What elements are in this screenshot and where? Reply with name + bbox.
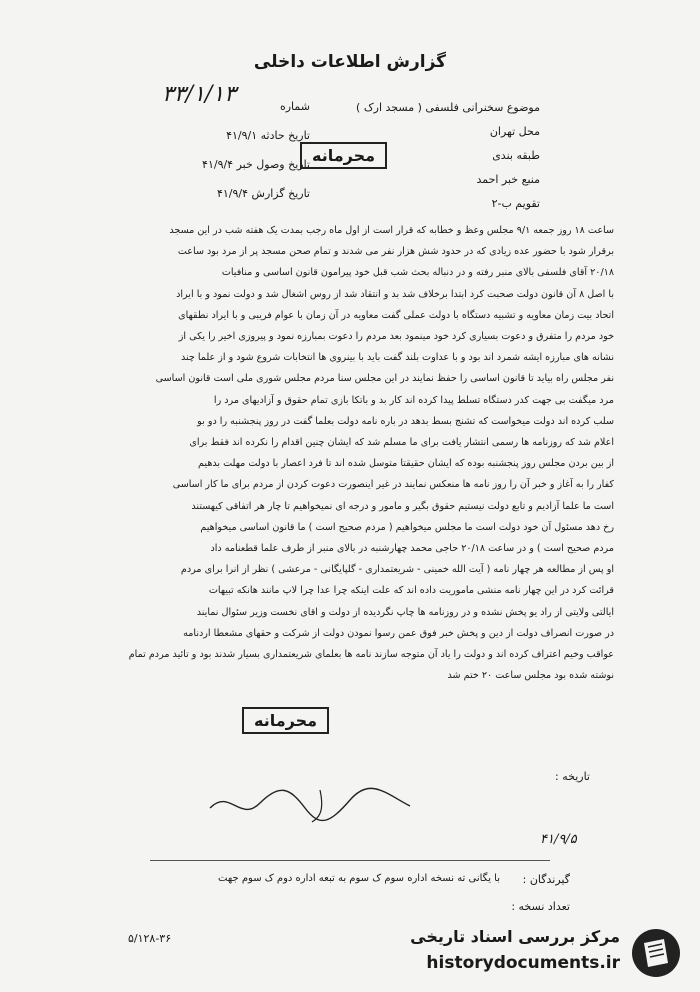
report-date: تاریخ گزارش ۴۱/۹/۴	[216, 187, 310, 200]
signature-image	[200, 778, 420, 828]
body-line: رخ دهد مسئول آن خود دولت است ما مجلس میخواهیم ( مردم صحیح است ) ما قانون اساسی میخواهیم	[200, 521, 614, 533]
body-line: سلب کرده اند دولت میخواست که تشنج بسط بدهد در باره نامه دولت بعلما گفت در روز پنجشنبه را دو بو	[197, 415, 614, 427]
evaluation-line: تقویم ب-۲	[491, 197, 540, 210]
body-line: نوشته شده بود مجلس ساعت ۲۰ ختم شد	[447, 670, 614, 682]
confidential-stamp-top: محرمانه	[300, 142, 387, 169]
number-label: شماره	[279, 100, 310, 113]
body-line: ساعت ۱۸ روز جمعه ۹/۱ مجلس وعظ و خطابه که قرار است از اول ماه رجب بمدت یک هفته شب در این مسجد	[169, 225, 614, 236]
body-line: قرائت کرد در این چهار نامه منشی ماموریت داده اند که علت اینکه چرا عدا چرا لاپ مانند هانکه تبیهات	[208, 585, 614, 597]
divider	[150, 860, 550, 861]
body-line: از بین بردن مجلس روز پنجشنبه بوده که ایشان حقیقتا متوسل شده اند تا فرد اعصار با دولت مهلت بدهیم	[198, 458, 614, 470]
body-line: است ما علما آزادیم و تابع دولت نیستیم حقوق بگیر و مامور و درجه ای نمیخواهیم تا چار هر اتفاقی کیهستند	[191, 500, 614, 512]
receive-date: تاریخ وصول خبر ۴۱/۹/۴	[202, 158, 310, 171]
page-title: گزارش اطلاعات داخلی	[253, 52, 447, 72]
subject-line: موضوع سخنرانی فلسفی ( مسجد ارک )	[356, 101, 540, 114]
receivers-text: با یگانی ته نسخه اداره سوم ک سوم به تبعه اداره دوم ک سوم جهت	[218, 873, 500, 884]
handwritten-number: ۳۳/۱/۱۳	[162, 82, 236, 107]
logo-text: مرکز بررسی اسناد تاریخی	[410, 927, 620, 946]
body-line: مردم صحیح است ) و در ساعت ۲۰/۱۸ حاجی محمد چهارشنبه در بالای منبر از طرف علما قطعنامه داد	[210, 543, 614, 555]
body-line: اتحاد بیت زمان معاویه و تشبیه دستگاه با دولت عملی گفت معاویه در آن زمان با عوام فریبی و با ایراد نطقهای	[178, 309, 614, 321]
location-line: محل تهران	[489, 125, 540, 138]
body-line: برقرار شود با حضور عده زیادی که در حدود شش هزار نفر می شدند و تمام صحن مسجد پر از مرد بود ساعت	[177, 246, 614, 258]
copies-label: تعداد نسخه :	[511, 900, 570, 913]
handwritten-date: ۴۱/۹/۵	[540, 832, 577, 847]
body-line: نشانه های مبارزه ایشه شمرد اند بود و با عداوت بلند گفت باید با بینروی ها انتخابات شروع شود و از علما چند	[180, 352, 614, 364]
event-date: تاریخ حادثه ۴۱/۹/۱	[226, 129, 310, 142]
document-code: ۵/۱۲۸-۳۶	[128, 932, 172, 945]
body-line: اعلام شد که روزنامه ها رسمی انتشار یافت برای ما مسلم شد که ایشان چنین اقدام را نکرده اند فقط برای	[189, 437, 614, 449]
confidential-stamp-bottom: محرمانه	[242, 707, 329, 734]
body-line: او پس از مطالعه هر چهار نامه ( آیت الله خمینی - شریعتمداری - گلپایگانی - مرعشی ) نظر از انرا برای مردم	[180, 564, 614, 576]
body-line: ایالتی ولایتی از راد یو پخش نشده و در روزنامه ها چاپ نگردیده از دولت و اقای نخست وزیر سئوال نمایند	[196, 606, 614, 618]
report-body	[98, 220, 614, 686]
body-line: مرد میگفت بی جهت کدر دستگاه تسلط پیدا کرده اند کار بد و باتکا بازی تمام حقوق و آزادیهای مرد را	[213, 394, 614, 406]
body-line: کفار را به آغاز و خبر آن را روز نامه ها منعکس نمایند در غیر اینصورت دعوت کردن از مردم برای ما کار اساسی	[172, 479, 614, 491]
body-line: عواقب وخیم اعتراف کرده اند و دولت را یاد آن متوجه سازند نامه ها بعلمای شریعتمداری بسیار شدند بود و تائید مردم تمام	[128, 649, 614, 661]
body-line: ۲۰/۱۸ آقای فلسفی بالای منبر رفته و در دنباله بحث شب قبل خود پیرامون قانون اساسی و منافیات	[221, 267, 614, 279]
classification-line: طبقه بندی	[492, 149, 540, 162]
document-logo-icon	[630, 927, 682, 979]
body-line: در صورت انصراف دولت از دین و پخش خبر فوق عمن رسوا نمودن دولت از شرکت و حقهای مشعطا اردنامه	[183, 627, 614, 639]
logo-url: historydocuments.ir	[426, 953, 620, 973]
receivers-label: گیرندگان :	[522, 873, 570, 886]
note-label: تاریخه :	[555, 770, 590, 783]
source-line: منبع خبر احمد	[476, 173, 540, 186]
archive-logo	[410, 925, 690, 980]
body-line: خود مردم را متفرق و دعوت بسیاری کرد خود مینمود بعد مردم را دعوت بمبارزه نمود و پیروزی اخیر را یکی از	[178, 331, 614, 343]
body-line: با اصل ۸ آن قانون دولت صحبت کرد ابتدا برخلاف شد بد و انتقاد شد از روس اشغال شد و دولت نمود و با ایراد	[176, 288, 614, 300]
body-line: نفر مجلس راه بیاید تا قانون اساسی را حفظ نمایند در این مجلس سنا مردم مجلس شوری ملی است قانون اساسی	[155, 373, 614, 385]
